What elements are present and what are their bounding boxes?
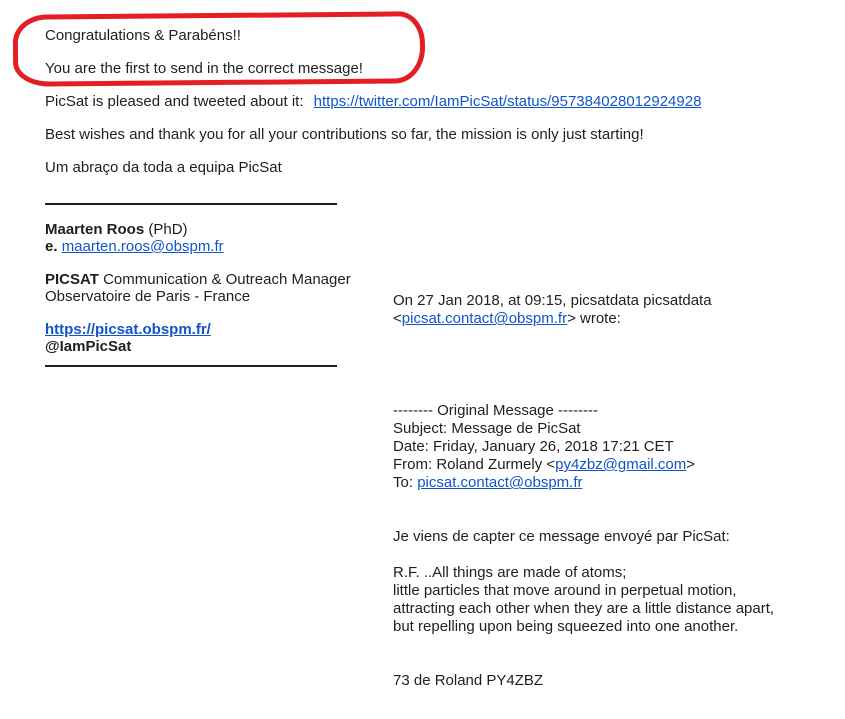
quote-sender-email-link[interactable]: picsat.contact@obspm.fr <box>401 310 568 327</box>
signature-org-line <box>45 271 405 288</box>
bracket-open: < <box>393 310 402 327</box>
original-message-divider: -------- Original Message -------- <box>393 402 598 419</box>
tweet-line-prefix: PicSat is pleased and tweeted about it: <box>45 93 308 110</box>
signature-name: Maarten Roos <box>45 221 145 238</box>
picsat-website-link[interactable]: https://picsat.obspm.fr/ <box>45 321 211 338</box>
to-prefix: To: <box>393 474 418 491</box>
signature-block <box>45 221 405 355</box>
signature-divider-top <box>45 203 337 205</box>
quoted-message <box>393 292 845 690</box>
signature-website-line <box>45 321 405 338</box>
signature-divider-bottom <box>45 365 337 367</box>
quote-attribution-line1: On 27 Jan 2018, at 09:15, picsatdata picsatdata <box>393 292 712 309</box>
signature-name-suffix: (PhD) <box>144 221 188 238</box>
original-message-subject: Subject: Message de PicSat <box>393 420 581 437</box>
signature-email-link[interactable]: maarten.roos@obspm.fr <box>61 238 224 255</box>
quote-poem-line2: little particles that move around in perpetual motion, <box>393 582 737 599</box>
signature-org: PICSAT <box>45 271 99 288</box>
from-prefix: From: Roland Zurmely < <box>393 456 556 473</box>
signature-spacer <box>45 305 405 321</box>
best-wishes-line: Best wishes and thank you for all your contributions so far, the mission is only just starting! <box>45 126 644 143</box>
abraco-line: Um abraço da toda a equipa PicSat <box>45 159 282 176</box>
signature-location-line: Observatoire de Paris - France <box>45 288 251 305</box>
signature-name-line <box>45 221 405 238</box>
signature-twitter-handle: @IamPicSat <box>45 338 132 355</box>
quote-poem-line1: R.F. ..All things are made of atoms; <box>393 564 627 581</box>
original-message-from <box>393 456 845 474</box>
quote-poem-line4: but repelling upon being squeezed into one another. <box>393 618 739 635</box>
quote-spacer <box>393 546 845 564</box>
twitter-status-link[interactable]: https://twitter.com/IamPicSat/status/957384028012924928 <box>313 93 702 110</box>
signature-org-rest: Communication & Outreach Manager <box>98 271 351 288</box>
tweet-line <box>45 93 815 111</box>
original-message-body <box>393 528 845 690</box>
quote-attribution <box>393 292 845 328</box>
original-message-date: Date: Friday, January 26, 2018 17:21 CET <box>393 438 674 455</box>
signature-email-line <box>45 238 405 255</box>
to-email-link[interactable]: picsat.contact@obspm.fr <box>417 474 583 491</box>
from-email-link[interactable]: py4zbz@gmail.com <box>555 456 687 473</box>
quote-signoff: 73 de Roland PY4ZBZ <box>393 672 544 689</box>
from-suffix: > <box>686 456 696 473</box>
signature-spacer <box>45 255 405 271</box>
quote-attribution-suffix: > wrote: <box>567 310 621 327</box>
first-correct-line: You are the first to send in the correct message! <box>45 60 363 77</box>
quote-intro-line: Je viens de capter ce message envoyé par PicSat: <box>393 528 730 545</box>
quote-poem-line3: attracting each other when they are a little distance apart, <box>393 600 775 617</box>
original-message-to <box>393 474 845 492</box>
original-message-header <box>393 402 845 492</box>
congrats-line: Congratulations & Parabéns!! <box>45 27 241 44</box>
signature-email-prefix: e. <box>45 238 62 255</box>
quote-attribution-line2 <box>393 310 845 328</box>
